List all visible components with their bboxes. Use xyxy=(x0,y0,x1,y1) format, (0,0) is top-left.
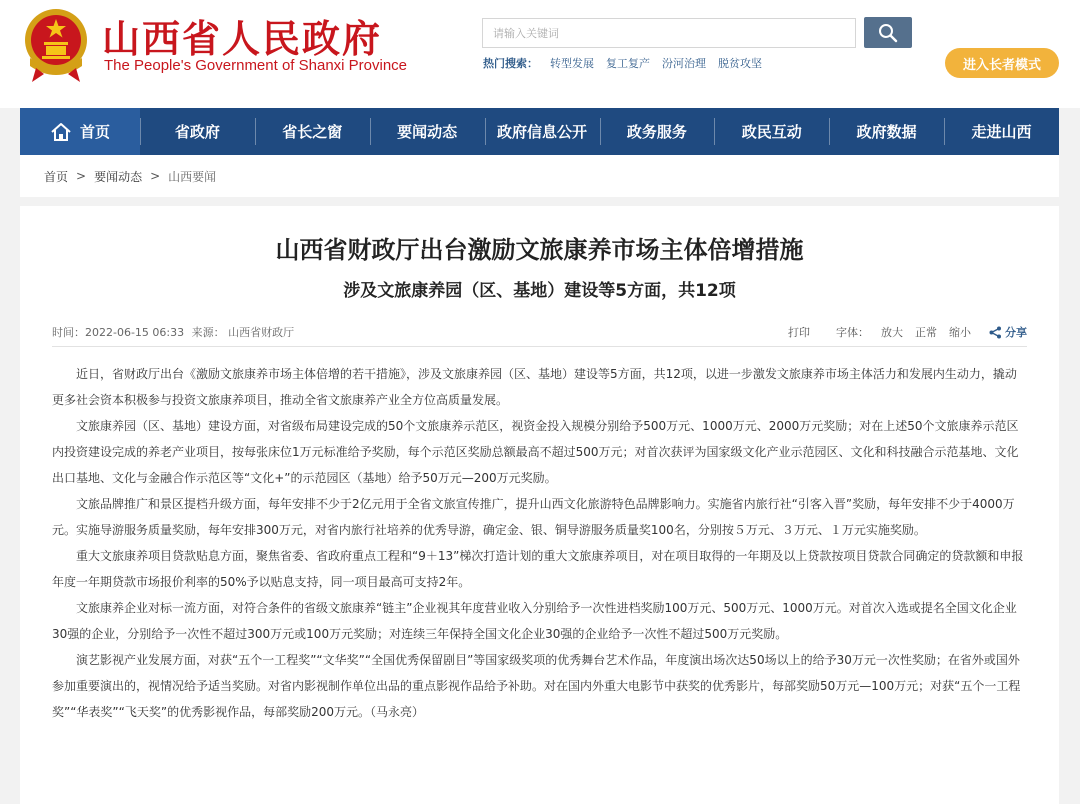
article-title: 山西省财政厅出台激励文旅康养市场主体倍增措施 xyxy=(275,236,804,264)
nav-item-government-data[interactable]: 政府数据 xyxy=(829,108,944,155)
article-meta xyxy=(52,323,1027,341)
font-size-label: 字体： xyxy=(836,326,869,339)
font-normal-button[interactable]: 正常 xyxy=(915,326,937,339)
hot-search-item[interactable]: 转型发展 xyxy=(550,57,594,70)
hot-search-item[interactable]: 脱贫攻坚 xyxy=(718,57,762,70)
breadcrumb-home[interactable]: 首页 xyxy=(44,169,69,184)
print-button[interactable]: 打印 xyxy=(788,326,810,339)
article-paragraph: 重大文旅康养项目贷款贴息方面，聚焦省委、省政府重点工程和“9＋13”梯次打造计划的重大文旅康养项目，对在项目取得的一年期及以上贷款按项目贷款合同确定的贷款额和申报年度一年期贷款市场报价利率的50%予以贴息支持，同一项目最高可支持2年。 xyxy=(52,549,1024,589)
article-paragraph: 文旅品牌推广和景区提档升级方面，每年安排不少于2亿元用于全省文旅宣传推广，提升山西文化旅游特色品牌影响力。实施省内旅行社“引客入晋”奖励，每年安排不少于4000万元。实施导游服务质量奖励，每年安排300万元，对省内旅行社培养的优秀导游，确定金、银、铜导游服务质量奖100名，分别按５万元、３万元、１万元实施奖励。 xyxy=(52,497,1015,537)
share-icon xyxy=(989,326,1002,339)
site-title[interactable]: 山西省人民政府 xyxy=(102,16,383,61)
nav-item-info-disclosure[interactable]: 政府信息公开 xyxy=(485,108,600,155)
article-tools xyxy=(776,324,1027,340)
article-card xyxy=(20,206,1059,804)
font-larger-button[interactable]: 放大 xyxy=(881,326,903,339)
breadcrumb xyxy=(20,155,1059,197)
breadcrumb-separator: > xyxy=(76,169,87,183)
article-body xyxy=(52,361,1027,725)
article-meta-left xyxy=(52,324,298,340)
nav-item-government-services[interactable]: 政务服务 xyxy=(600,108,715,155)
nav-item-provincial-government[interactable]: 省政府 xyxy=(140,108,255,155)
share-button[interactable] xyxy=(989,324,1027,340)
home-icon xyxy=(50,122,72,142)
site-header xyxy=(0,0,1080,108)
breadcrumb-news[interactable]: 要闻动态 xyxy=(94,169,143,184)
article-source: 来源： 山西省财政厅 xyxy=(191,326,295,339)
main-nav xyxy=(20,108,1059,155)
nav-item-about-shanxi[interactable]: 走进山西 xyxy=(944,108,1059,155)
elder-mode-button[interactable]: 进入长者模式 xyxy=(945,48,1059,78)
nav-item-news[interactable]: 要闻动态 xyxy=(370,108,485,155)
nav-item-governor-window[interactable]: 省长之窗 xyxy=(255,108,370,155)
article-paragraph: 近日，省财政厅出台《激励文旅康养市场主体倍增的若干措施》，涉及文旅康养园（区、基地）建设等5方面，共12项，以进一步激发文旅康养市场主体活力和发展内生动力，撬动更多社会资本积极参与投资文旅康养项目，推动全省文旅康养产业全方位高质量发展。 xyxy=(52,367,1017,407)
article-paragraph: 文旅康养园（区、基地）建设方面，对省级布局建设完成的50个文旅康养示范区，视资金投入规模分别给予500万元、1000万元、2000万元奖励；对在上述50个文旅康养示范区内投资建设完成的养老产业项目，按每张床位1万元标准给予奖励，每个示范区奖励总额最高不超过500万元；对首次获评为国家级文化产业示范园区、文化和科技融合示范基地、文化出口基地、文化与金融合作示范区等“文化+”的示范园区（基地）给予50万元—200万元奖励。 xyxy=(52,419,1019,485)
search-icon xyxy=(878,23,898,43)
hot-search xyxy=(483,55,774,71)
share-label: 分享 xyxy=(1005,326,1027,339)
divider xyxy=(52,346,1027,347)
breadcrumb-separator: > xyxy=(150,169,161,183)
hot-search-label: 热门搜索： xyxy=(483,57,538,70)
article-paragraph: 文旅康养企业对标一流方面，对符合条件的省级文旅康养“链主”企业视其年度营业收入分别给予一次性进档奖励100万元、500万元、1000万元。对首次入选或提名全国文化企业30强的企业，分别给予一次性不超过300万元或100万元奖励；对连续三年保持全国文化企业30强的企业给予一次性不超过500万元奖励。 xyxy=(52,601,1017,641)
nav-item-interaction[interactable]: 政民互动 xyxy=(714,108,829,155)
font-smaller-button[interactable]: 缩小 xyxy=(949,326,971,339)
breadcrumb-current[interactable]: 山西要闻 xyxy=(168,169,217,184)
article-paragraph: 演艺影视产业发展方面，对获“五个一工程奖”“文华奖”“全国优秀保留剧目”等国家级奖项的优秀舞台艺术作品，年度演出场次达50场以上的给予30万元一次性奖励；在省外或国外参加重要演出的，视情况给予适当奖励。对省内影视制作单位出品的重点影视作品给予补助。对在国内外重大电影节中获奖的优秀影片，每部奖励50万元—100万元；对获“五个一工程奖”“华表奖”“飞天奖”的优秀影视作品，每部奖励200万元。（马永亮） xyxy=(52,653,1021,719)
search-input[interactable] xyxy=(482,18,856,48)
site-subtitle: The People's Government of Shanxi Province xyxy=(104,57,408,74)
hot-search-item[interactable]: 复工复产 xyxy=(606,57,650,70)
nav-item-label: 首页 xyxy=(79,123,110,141)
publish-time: 时间：2022-06-15 06:33 xyxy=(52,326,185,339)
nav-item-home[interactable] xyxy=(20,108,140,155)
article-subtitle: 涉及文旅康养园（区、基地）建设等5方面，共12项 xyxy=(343,281,736,301)
national-emblem-icon[interactable] xyxy=(22,6,90,84)
hot-search-item[interactable]: 汾河治理 xyxy=(662,57,706,70)
search-button[interactable] xyxy=(864,17,912,48)
